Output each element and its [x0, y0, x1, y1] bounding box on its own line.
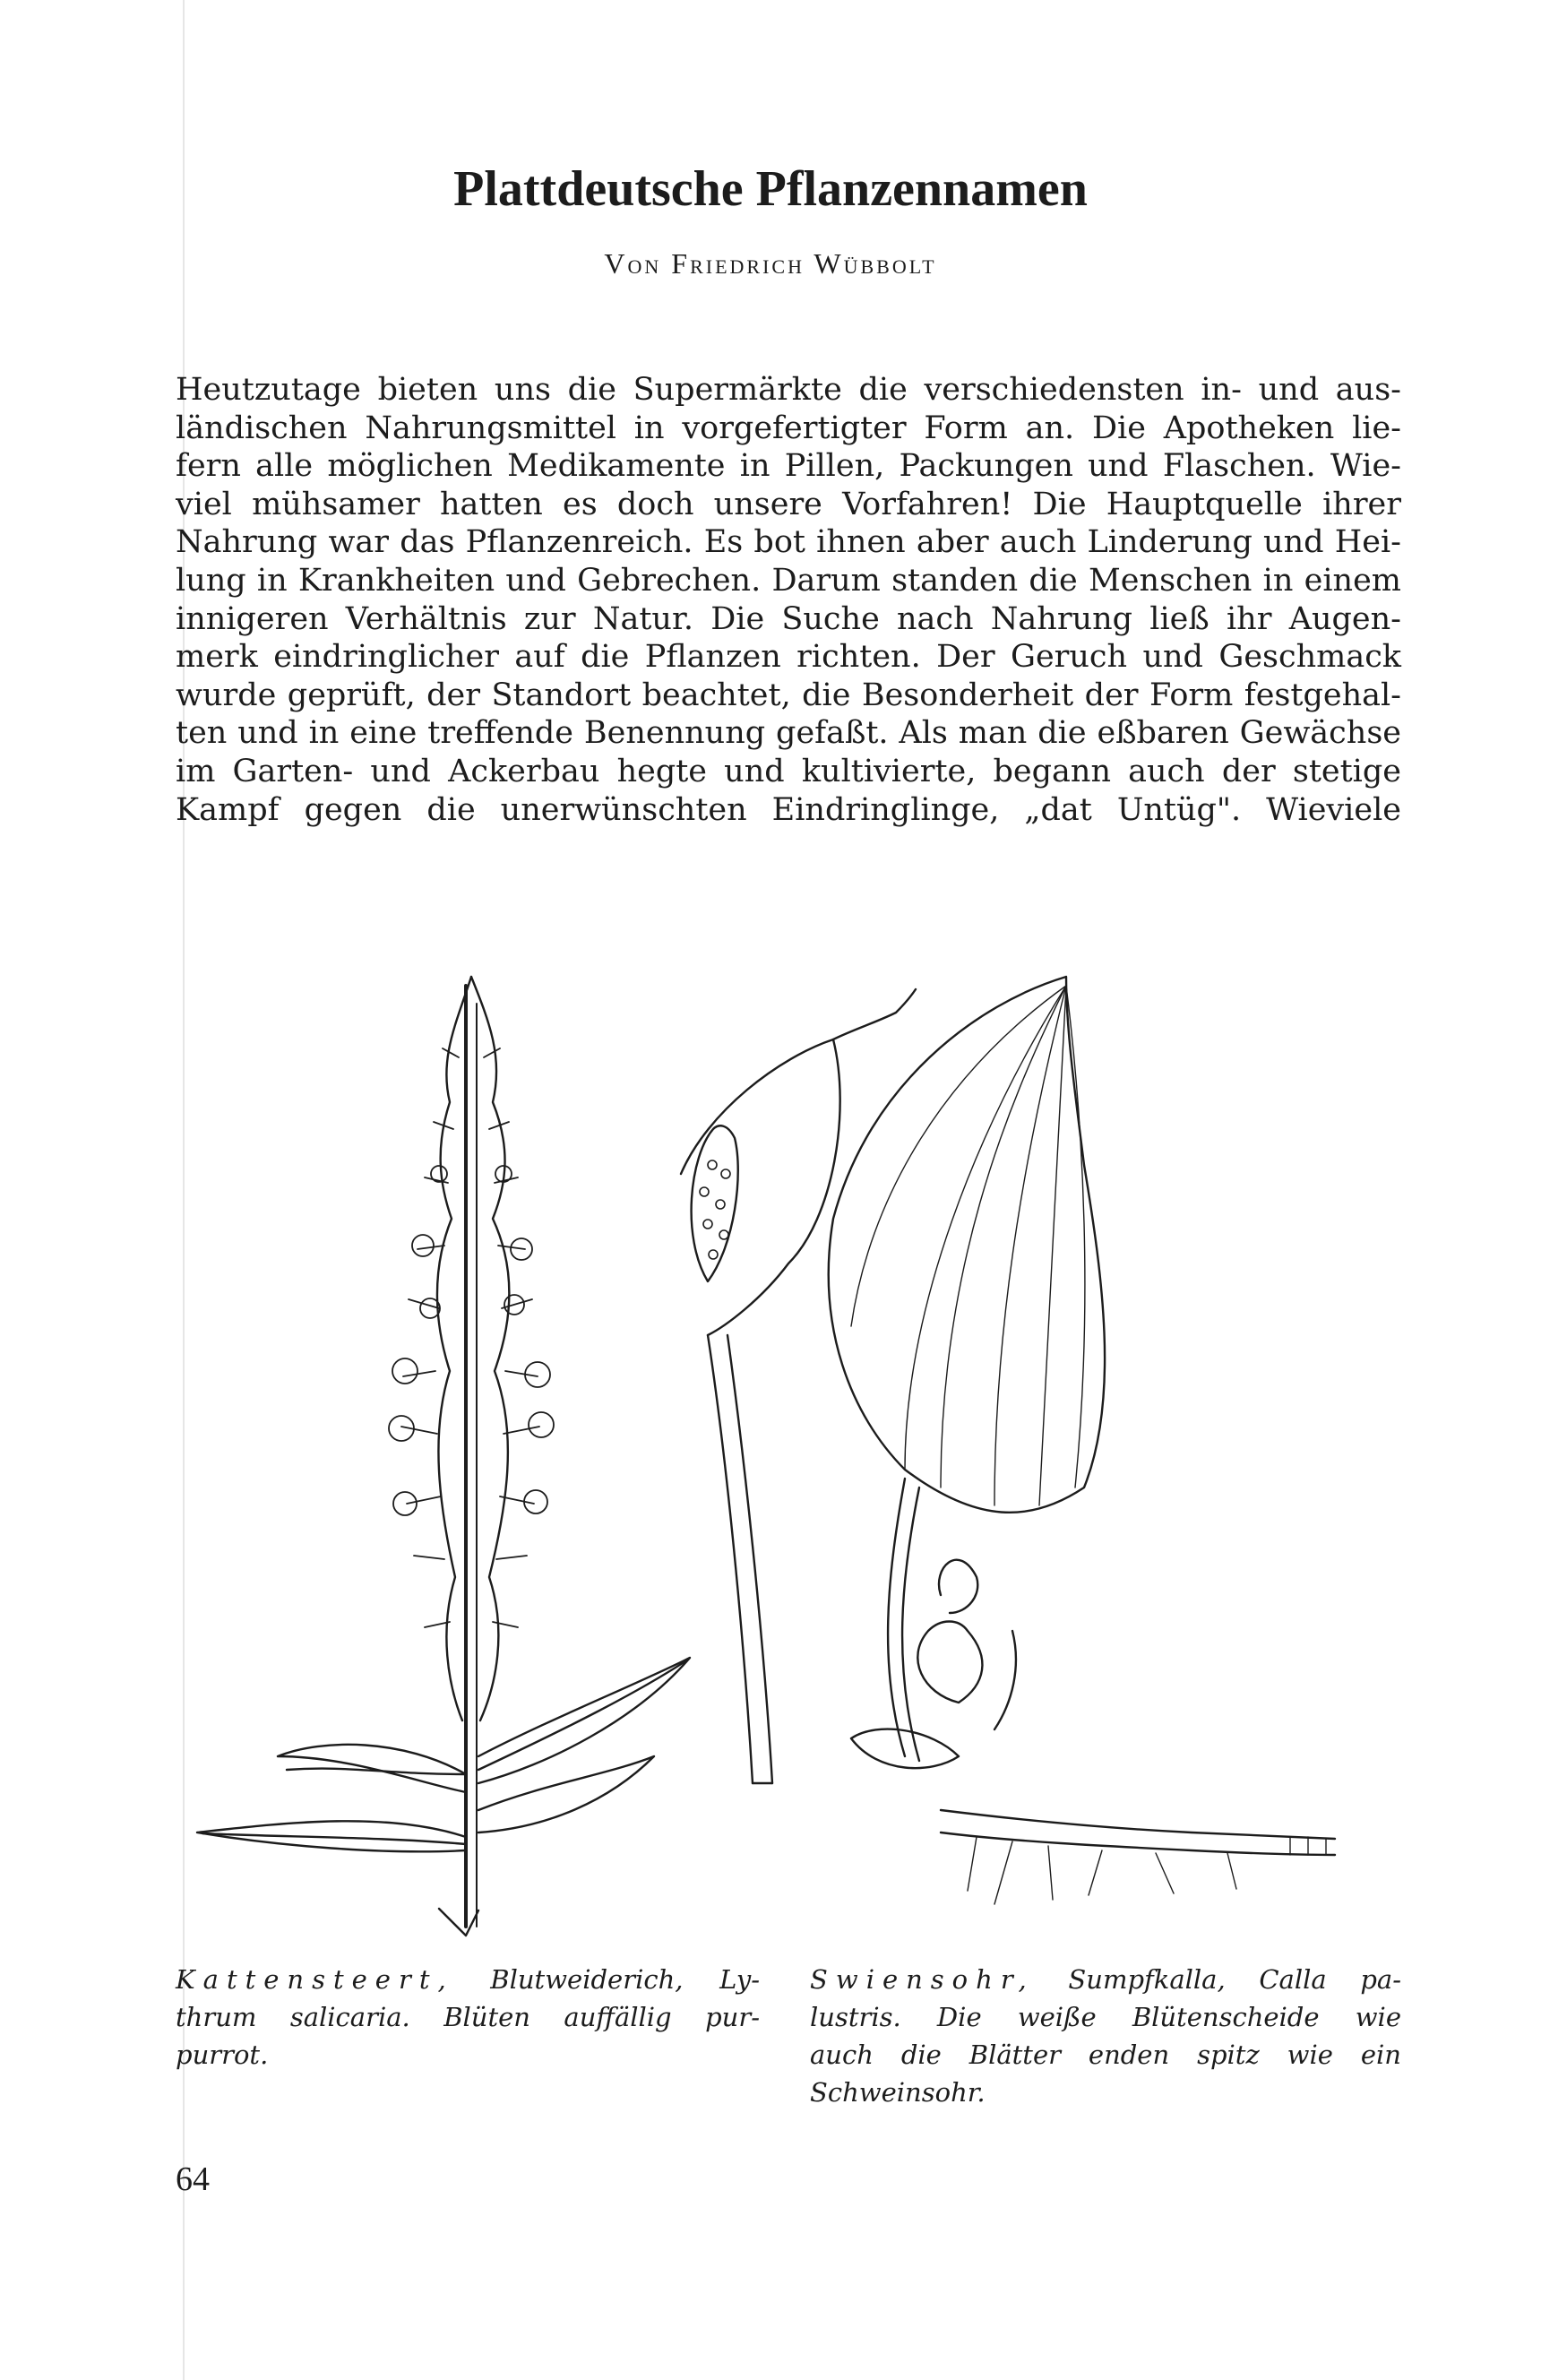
caption-right: [810, 1961, 1401, 2111]
body-line: lung in Krankheiten und Gebrechen. Darum standen die Menschen in einem: [176, 562, 1401, 599]
body-line: Heutzutage bieten uns die Supermärkte die verschiedensten in- und aus-: [176, 372, 1401, 408]
body-line: merk eindringlicher auf die Pflanzen richten. Der Geruch und Geschmack: [176, 639, 1401, 676]
body-line: Nahrung war das Pflanzenreich. Es bot ihnen aber auch Linderung und Hei-: [176, 524, 1401, 561]
body-line: viel mühsamer hatten es doch unsere Vorfahren! Die Hauptquelle ihrer: [176, 486, 1401, 522]
body-line: ländischen Nahrungsmittel in vorgefertigter Form an. Die Apotheken lie-: [176, 410, 1401, 446]
body-line: Kampf gegen die unerwünschten Eindringlinge, „dat Untüg". Wieviele: [176, 791, 1401, 828]
article-title: Plattdeutsche Pflanzennamen: [453, 161, 1088, 217]
caption-line: Schweinsohr.: [810, 2077, 986, 2108]
plant-name-lowgerman: Swiensohr,: [810, 1964, 1035, 1995]
article-author: Von Friedrich Wübbolt: [604, 247, 937, 280]
loosestrife-drawing: [197, 977, 690, 1936]
body-line: fern alle möglichen Medikamente in Pillen, Packungen und Flaschen. Wie-: [176, 448, 1401, 485]
caption-line: thrum salicaria. Blüten auffällig pur-: [176, 2002, 760, 2032]
caption-line: [810, 1961, 1401, 1998]
caption-text: Sumpfkalla, Calla pa-: [1068, 1964, 1402, 1995]
caption-line: [176, 1961, 760, 1998]
caption-line: lustris. Die weiße Blütenscheide wie: [810, 2002, 1401, 2032]
body-line: innigeren Verhältnis zur Natur. Die Suche nach Nahrung ließ ihr Augen-: [176, 600, 1401, 637]
body-line: ten und in eine treffende Benennung gefaßt. Als man die eßbaren Gewächse: [176, 715, 1401, 752]
calla-drawing: [681, 977, 1335, 1904]
article-body: [176, 371, 1401, 829]
caption-line: purrot.: [176, 2039, 269, 2070]
plant-name-lowgerman: Kattensteert,: [176, 1964, 454, 1995]
caption-left: [176, 1961, 760, 2074]
body-line: im Garten- und Ackerbau hegte und kultivierte, begann auch der stetige: [176, 753, 1401, 789]
caption-text: Blutweiderich, Ly-: [490, 1964, 760, 1995]
plant-illustration: [170, 950, 1407, 1953]
body-line: wurde geprüft, der Standort beachtet, die Besonderheit der Form festgehal-: [176, 677, 1401, 713]
caption-line: auch die Blätter enden spitz wie ein: [810, 2039, 1401, 2070]
page-number: 64: [176, 2160, 210, 2198]
